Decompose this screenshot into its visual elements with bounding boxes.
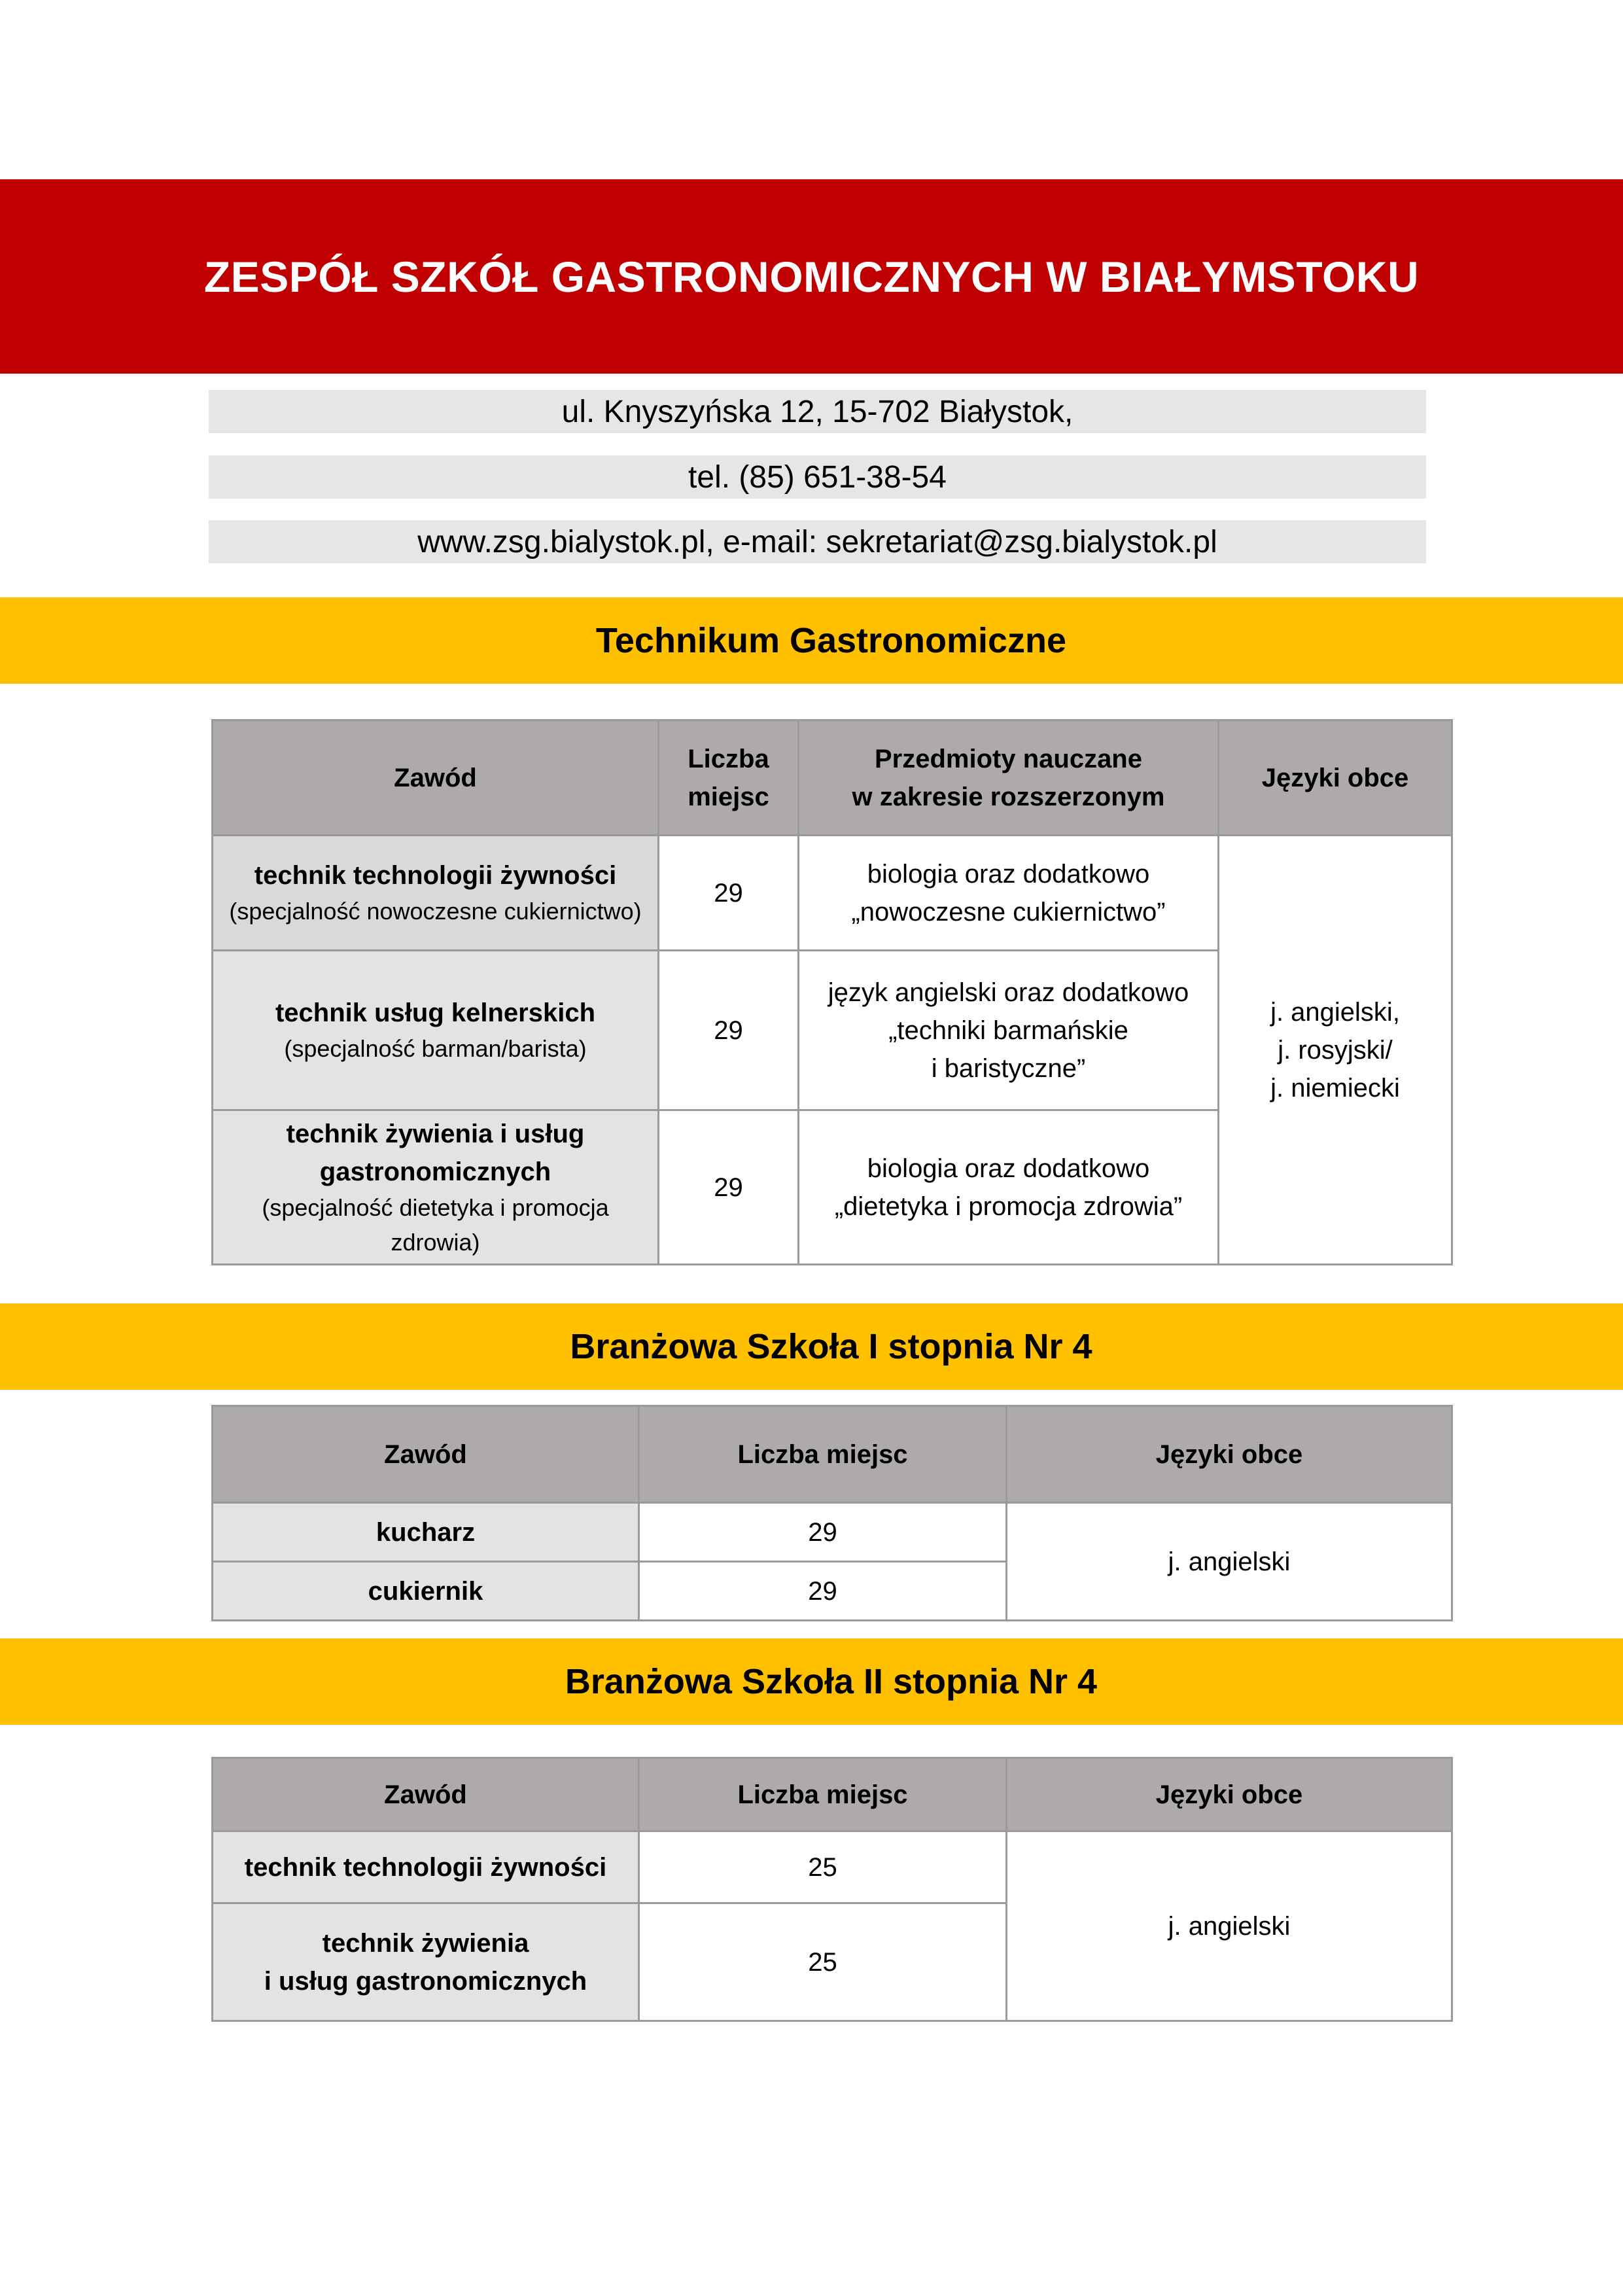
school-banner	[0, 179, 1623, 374]
col-header-zawod: Zawód	[213, 1758, 639, 1831]
profession-name: technik usług kelnerskich	[275, 998, 596, 1028]
profession-spec: (specjalność dietetyka i promocja zdrowia)	[262, 1194, 609, 1256]
profession-cell	[213, 836, 659, 951]
phone-text: tel. (85) 651-38-54	[688, 459, 947, 495]
section-technikum	[0, 597, 1623, 684]
technikum-table	[211, 719, 1453, 1265]
section-technikum-title: Technikum Gastronomiczne	[595, 621, 1067, 660]
web-text: www.zsg.bialystok.pl, e-mail: sekretariat@zsg.bialystok.pl	[417, 524, 1217, 559]
col-header-jezyki: Języki obce	[1007, 1406, 1452, 1503]
col-header-zawod: Zawód	[213, 720, 659, 836]
profession-name: technik żywienia i usług gastronomicznych	[286, 1120, 585, 1187]
address-text: ul. Knyszyńska 12, 15-702 Białystok,	[561, 394, 1073, 429]
profession-cell: cukiernik	[213, 1562, 639, 1621]
profession-cell: technik technologii żywności	[213, 1831, 639, 1903]
places-cell: 25	[639, 1831, 1007, 1903]
section-branzowa-1-title: Branżowa Szkoła I stopnia Nr 4	[570, 1327, 1092, 1366]
subjects-cell: język angielski oraz dodatkowo „techniki barmańskie i baristyczne”	[799, 951, 1219, 1110]
profession-name: technik technologii żywności	[254, 861, 617, 891]
places-cell: 29	[659, 1110, 799, 1265]
table-row	[213, 1831, 1452, 1903]
languages-cell: j. angielski	[1007, 1503, 1452, 1621]
places-cell: 29	[659, 951, 799, 1110]
section-branzowa-2	[0, 1638, 1623, 1725]
places-cell: 25	[639, 1903, 1007, 2021]
col-header-liczba: Liczba miejsc	[659, 720, 799, 836]
section-branzowa-2-title: Branżowa Szkoła II stopnia Nr 4	[565, 1662, 1098, 1701]
places-cell: 29	[659, 836, 799, 951]
subjects-cell: biologia oraz dodatkowo „dietetyka i promocja zdrowia”	[799, 1110, 1219, 1265]
subjects-cell: biologia oraz dodatkowo „nowoczesne cukiernictwo”	[799, 836, 1219, 951]
table-row	[213, 1503, 1452, 1562]
address-bar	[209, 390, 1426, 433]
places-cell: 29	[639, 1503, 1007, 1562]
profession-spec: (specjalność nowoczesne cukiernictwo)	[229, 898, 642, 925]
places-cell: 29	[639, 1562, 1007, 1621]
branzowa2-table	[211, 1757, 1453, 2022]
col-header-zawod: Zawód	[213, 1406, 639, 1503]
table-row	[213, 836, 1452, 951]
web-bar	[209, 520, 1426, 563]
col-header-jezyki: Języki obce	[1219, 720, 1452, 836]
phone-bar	[209, 455, 1426, 499]
profession-spec: (specjalność barman/barista)	[284, 1035, 587, 1063]
profession-cell: kucharz	[213, 1503, 639, 1562]
languages-cell: j. angielski	[1007, 1831, 1452, 2021]
col-header-liczba: Liczba miejsc	[639, 1758, 1007, 1831]
col-header-przedmioty: Przedmioty nauczane w zakresie rozszerzonym	[799, 720, 1219, 836]
col-header-jezyki: Języki obce	[1007, 1758, 1452, 1831]
col-header-liczba: Liczba miejsc	[639, 1406, 1007, 1503]
branzowa1-table	[211, 1405, 1453, 1621]
section-branzowa-1	[0, 1303, 1623, 1390]
profession-cell	[213, 1110, 659, 1265]
school-title: ZESPÓŁ SZKÓŁ GASTRONOMICZNYCH W BIAŁYMSTOKU	[203, 252, 1420, 301]
languages-cell: j. angielski, j. rosyjski/ j. niemiecki	[1219, 836, 1452, 1265]
profession-cell	[213, 951, 659, 1110]
profession-cell: technik żywienia i usług gastronomicznych	[213, 1903, 639, 2021]
